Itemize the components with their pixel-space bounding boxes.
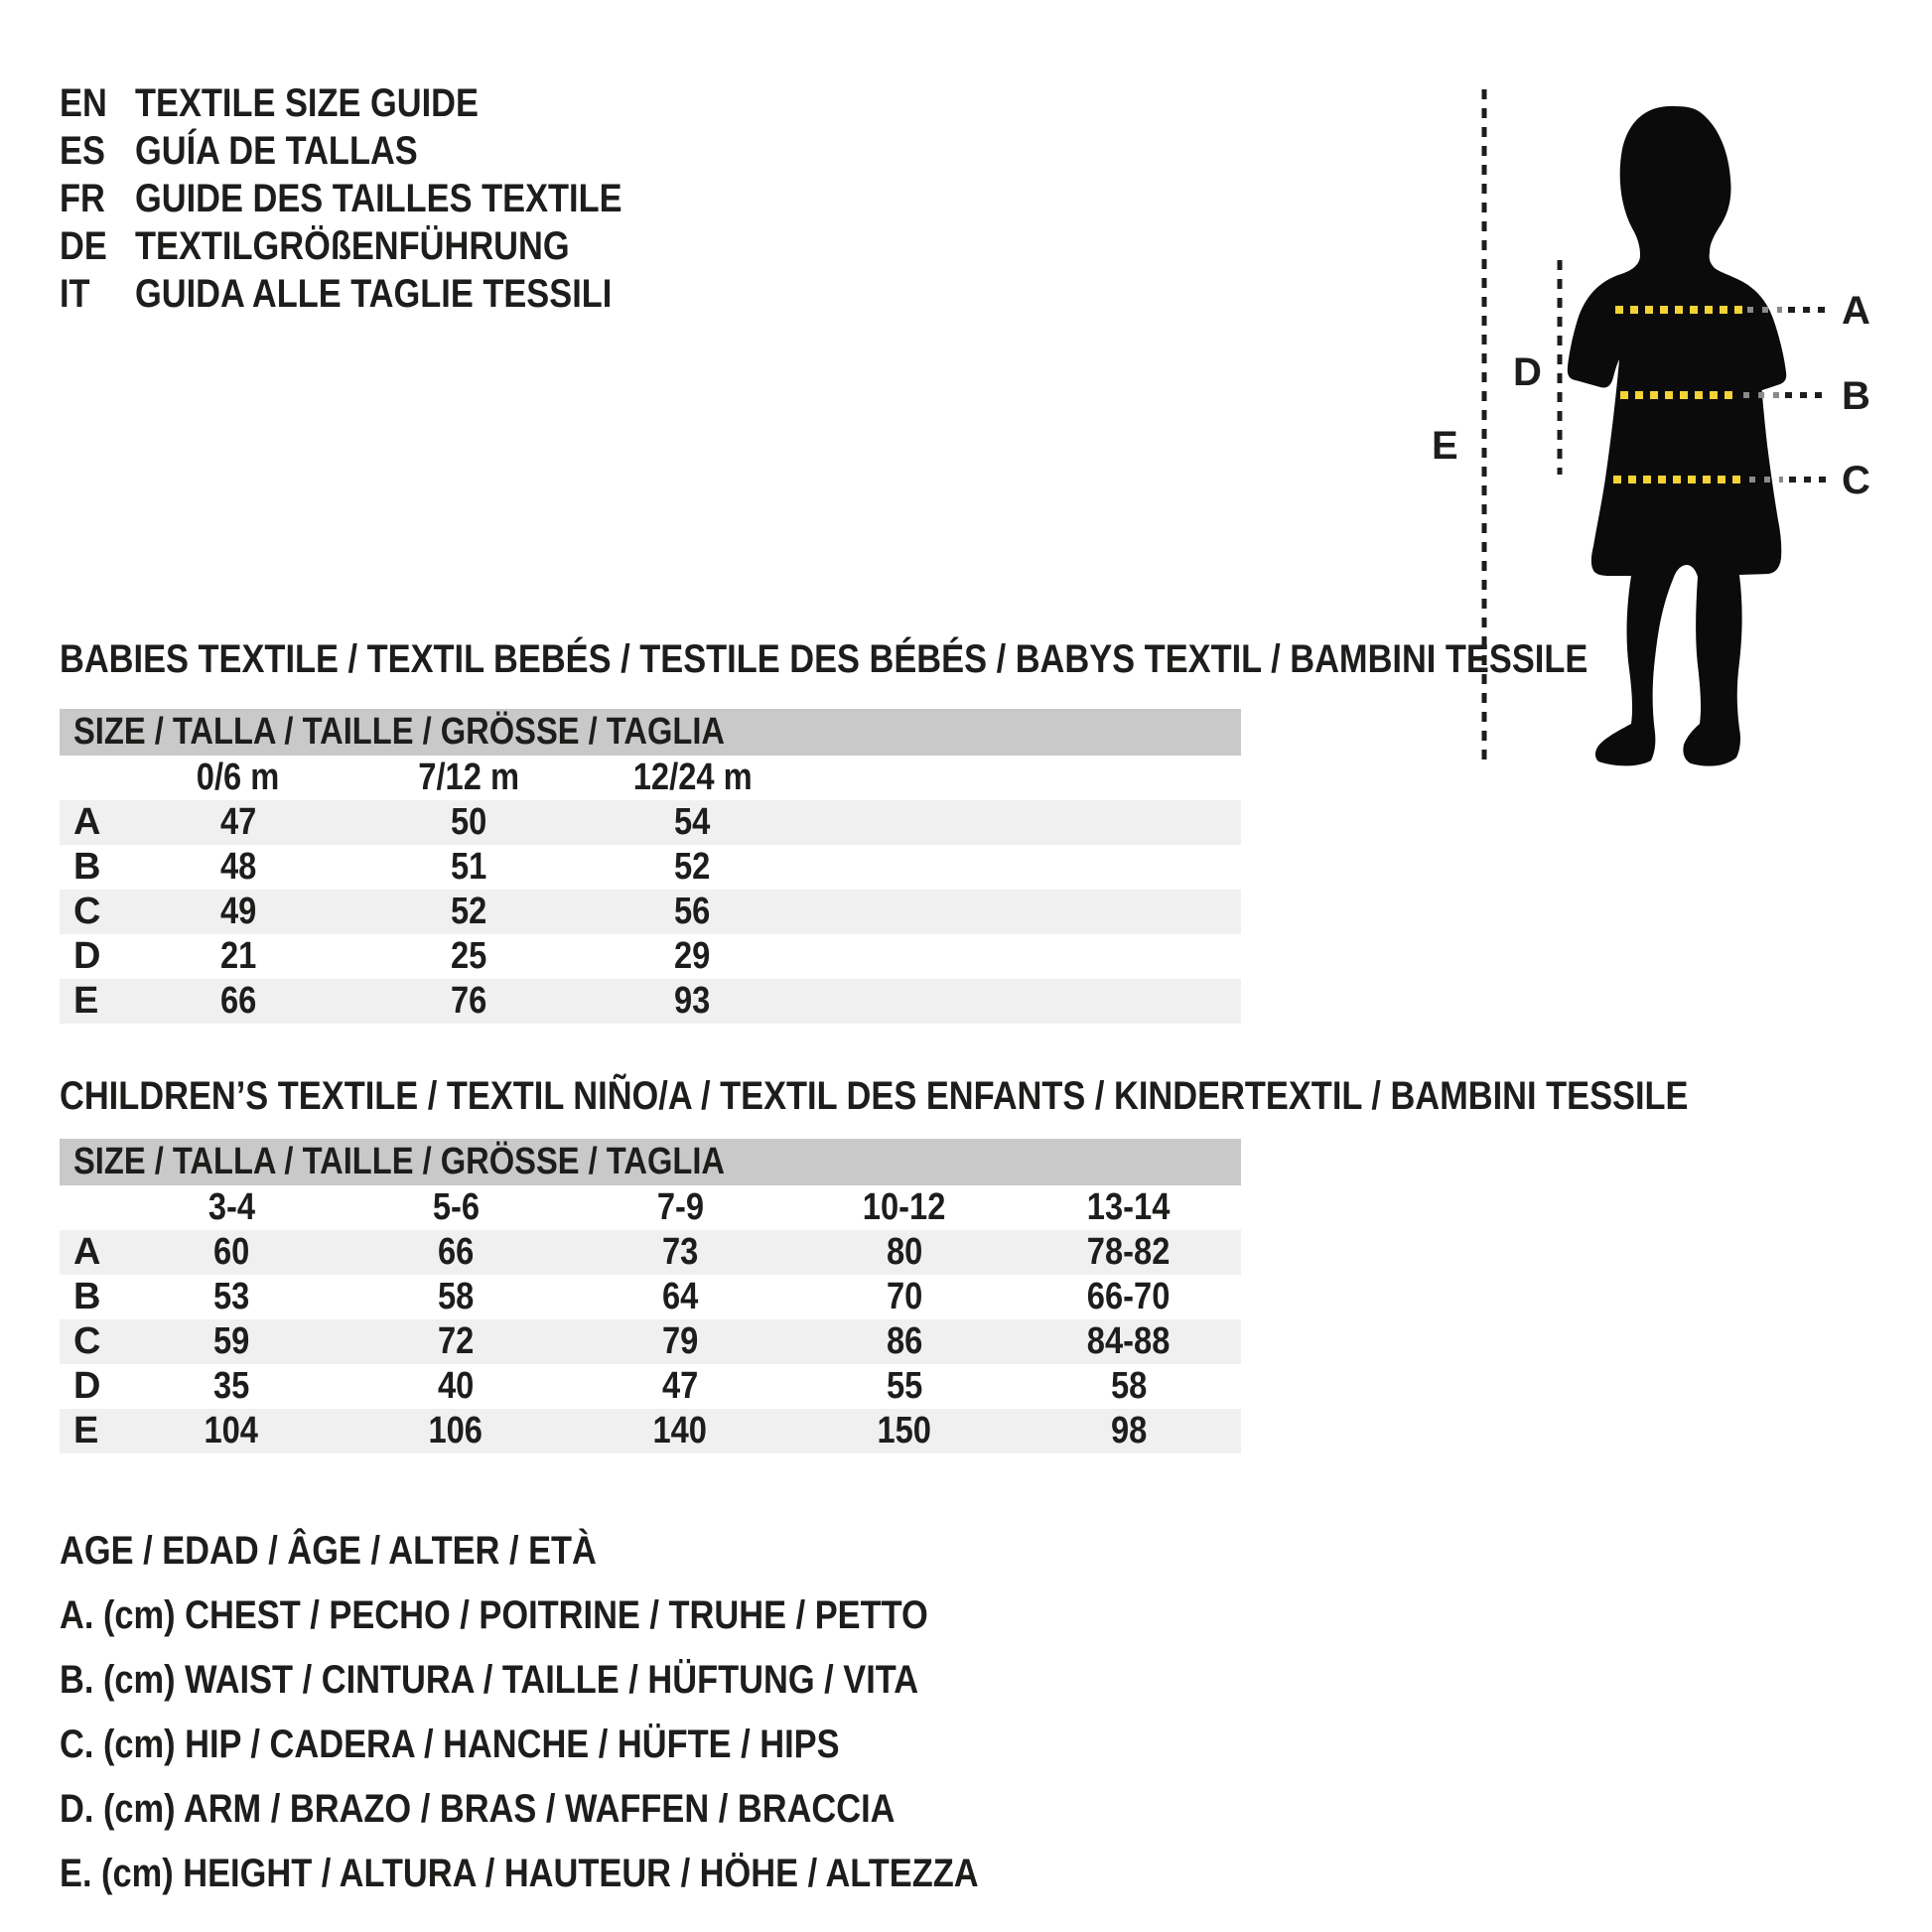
guide-title-it: GUIDA ALLE TAGLIE TESSILI	[135, 271, 613, 316]
size-cell: 52	[451, 891, 487, 932]
row-label: D	[73, 935, 101, 977]
children-size-table	[60, 1139, 1241, 1453]
language-row-fr	[60, 175, 701, 222]
children-row-a	[60, 1230, 1241, 1275]
guide-title-es: GUÍA DE TALLAS	[135, 128, 418, 173]
babies-row-e	[60, 979, 1241, 1024]
column-header: 7-9	[656, 1186, 704, 1228]
language-code: DE	[60, 223, 107, 268]
guide-title-de: TEXTILGRÖßENFÜHRUNG	[135, 223, 570, 268]
size-cell: 50	[451, 801, 487, 843]
language-code: EN	[60, 80, 107, 125]
babies-row-b	[60, 845, 1241, 890]
row-label: E	[73, 980, 99, 1022]
size-cell: 76	[451, 980, 487, 1022]
babies-row-d	[60, 934, 1241, 979]
guide-title-en: TEXTILE SIZE GUIDE	[135, 80, 479, 125]
legend-chest: A. (cm) CHEST / PECHO / POITRINE / TRUHE / PETTO	[60, 1593, 928, 1637]
size-cell: 66	[437, 1231, 475, 1273]
language-code: IT	[60, 271, 90, 316]
label-chest: A	[1842, 289, 1870, 333]
babies-size-header-bar: SIZE / TALLA / TAILLE / GRÖSSE / TAGLIA	[60, 709, 1241, 756]
children-row-c	[60, 1319, 1241, 1364]
children-row-d	[60, 1364, 1241, 1409]
legend-waist: B. (cm) WAIST / CINTURA / TAILLE / HÜFTUNG / VITA	[60, 1658, 919, 1702]
size-cell: 140	[652, 1410, 708, 1451]
size-cell: 80	[886, 1231, 923, 1273]
row-label: D	[73, 1365, 101, 1407]
babies-section-title: BABIES TEXTILE / TEXTIL BEBÉS / TESTILE DES BÉBÉS / BABYS TEXTIL / BAMBINI TESSILE	[60, 637, 1588, 681]
language-code: FR	[60, 176, 105, 220]
row-label: B	[73, 846, 101, 888]
row-label: B	[73, 1276, 101, 1317]
size-cell: 60	[212, 1231, 250, 1273]
language-header	[60, 79, 701, 318]
column-header: 5-6	[432, 1186, 480, 1228]
babies-row-a	[60, 800, 1241, 845]
size-cell: 58	[437, 1276, 475, 1317]
size-cell: 79	[661, 1320, 699, 1362]
column-header: 13-14	[1087, 1186, 1171, 1228]
size-cell: 64	[661, 1276, 699, 1317]
children-row-b	[60, 1275, 1241, 1319]
size-cell: 86	[886, 1320, 923, 1362]
column-header: 0/6 m	[197, 757, 280, 798]
size-cell: 35	[212, 1365, 250, 1407]
column-header: 7/12 m	[418, 757, 520, 798]
label-waist: B	[1842, 374, 1870, 418]
size-cell: 66	[219, 980, 257, 1022]
legend-arm: D. (cm) ARM / BRAZO / BRAS / WAFFEN / BRACCIA	[60, 1787, 896, 1831]
children-column-header-row	[60, 1185, 1241, 1230]
language-row-de	[60, 222, 701, 270]
language-code: ES	[60, 128, 105, 173]
language-row-en	[60, 79, 701, 127]
legend-hip: C. (cm) HIP / CADERA / HANCHE / HÜFTE / HIPS	[60, 1723, 840, 1766]
guide-title-fr: GUIDE DES TAILLES TEXTILE	[135, 176, 622, 220]
babies-row-c	[60, 890, 1241, 934]
size-cell: 58	[1110, 1365, 1148, 1407]
row-label: A	[73, 801, 101, 843]
language-row-es	[60, 127, 701, 175]
size-cell: 40	[437, 1365, 475, 1407]
size-cell: 54	[674, 801, 711, 843]
children-row-e	[60, 1409, 1241, 1453]
size-cell: 98	[1110, 1410, 1148, 1451]
size-cell: 29	[674, 935, 711, 977]
size-cell: 47	[219, 801, 257, 843]
row-label: C	[73, 891, 101, 932]
children-size-header-bar: SIZE / TALLA / TAILLE / GRÖSSE / TAGLIA	[60, 1139, 1241, 1185]
size-cell: 52	[674, 846, 711, 888]
measurement-legend	[60, 1519, 1128, 1906]
row-label: E	[73, 1410, 99, 1451]
size-cell: 51	[451, 846, 487, 888]
size-cell: 104	[204, 1410, 259, 1451]
babies-size-table	[60, 709, 1241, 1024]
size-cell: 56	[674, 891, 711, 932]
size-cell: 53	[212, 1276, 250, 1317]
size-cell: 72	[437, 1320, 475, 1362]
row-label: C	[73, 1320, 101, 1362]
size-cell: 150	[877, 1410, 932, 1451]
size-cell: 21	[219, 935, 257, 977]
size-cell: 84-88	[1087, 1320, 1171, 1362]
legend-height: E. (cm) HEIGHT / ALTURA / HAUTEUR / HÖHE / ALTEZZA	[60, 1852, 979, 1895]
size-cell: 73	[661, 1231, 699, 1273]
babies-column-header-row	[60, 756, 1241, 800]
size-cell: 106	[428, 1410, 483, 1451]
size-cell: 48	[219, 846, 257, 888]
column-header: 12/24 m	[632, 757, 753, 798]
children-section-title: CHILDREN’S TEXTILE / TEXTIL NIÑO/A / TEXTIL DES ENFANTS / KINDERTEXTIL / BAMBINI TESSILE	[60, 1074, 1689, 1118]
size-cell: 47	[661, 1365, 699, 1407]
size-cell: 59	[212, 1320, 250, 1362]
language-row-it	[60, 270, 701, 318]
size-cell: 93	[674, 980, 711, 1022]
size-cell: 66-70	[1087, 1276, 1171, 1317]
legend-age: AGE / EDAD / ÂGE / ALTER / ETÀ	[60, 1529, 597, 1573]
label-hip: C	[1842, 459, 1870, 502]
size-cell: 49	[219, 891, 257, 932]
column-header: 3-4	[207, 1186, 255, 1228]
size-cell: 25	[451, 935, 487, 977]
size-cell: 70	[886, 1276, 923, 1317]
row-label: A	[73, 1231, 101, 1273]
label-arm: D	[1513, 350, 1542, 394]
column-header: 10-12	[863, 1186, 946, 1228]
size-cell: 55	[886, 1365, 923, 1407]
size-cell: 78-82	[1087, 1231, 1171, 1273]
label-height: E	[1432, 424, 1458, 468]
